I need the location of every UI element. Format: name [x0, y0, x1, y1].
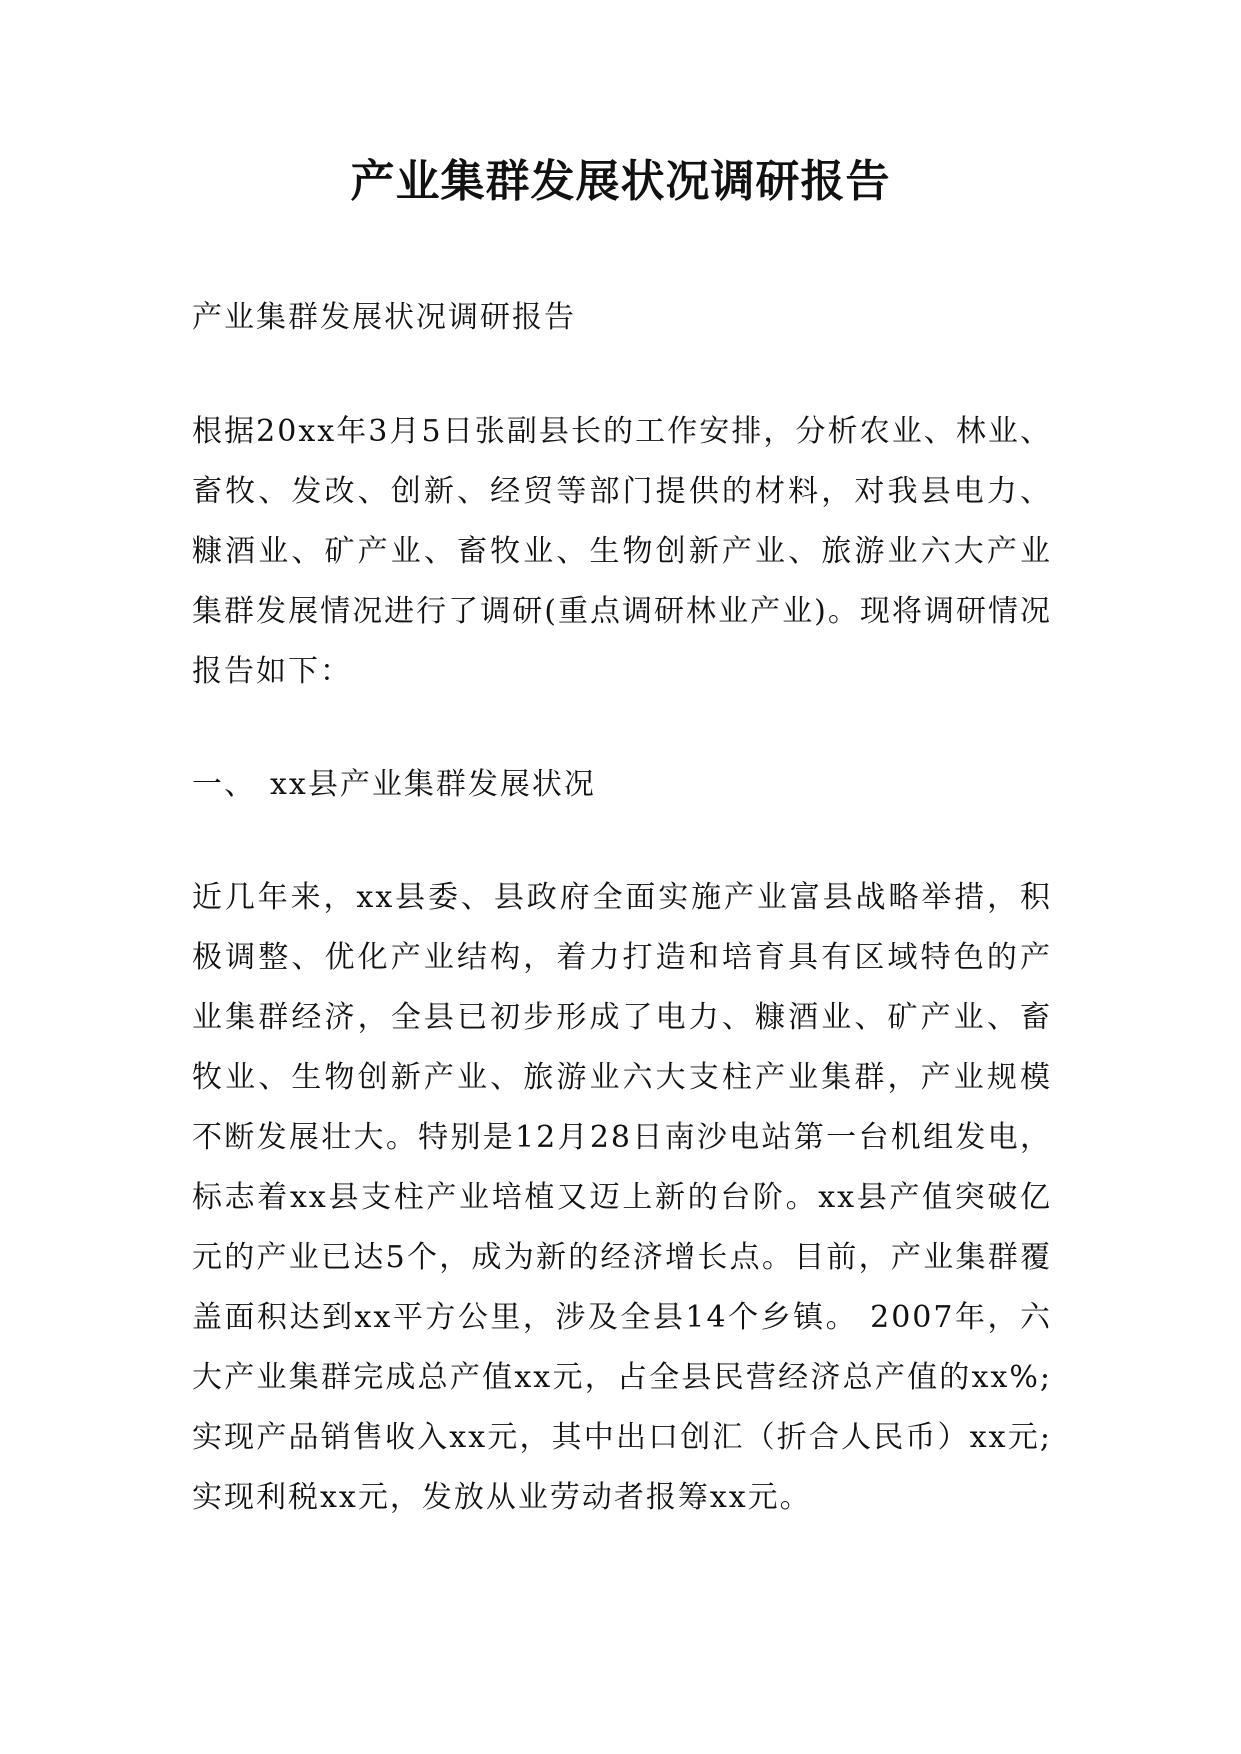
- section-number: 一、: [192, 767, 256, 802]
- section-heading-text: xx县产业集群发展状况: [270, 767, 596, 802]
- document-subtitle: 产业集群发展状况调研报告: [192, 300, 576, 335]
- document-title: 产业集群发展状况调研报告: [350, 156, 891, 207]
- section-body-paragraph: 近几年来，xx县委、县政府全面实施产业富县战略举措，积极调整、优化产业结构，着力打造和培育具有区域特色的产业集群经济，全县已初步形成了电力、糠酒业、矿产业、畜牧业、生物创新产业、旅游业六大支柱产业集群，产业规模不断发展壮大。特别是12月28日南沙电站第一台机组发电，标志着xx县支柱产业培植又迈上新的台阶。xx县产值突破亿元的产业已达5个，成为新的经济增长点。目前，产业集群覆盖面积达到xx平方公里，涉及全县14个乡镇。 2007年，六大产业集群完成总产值xx元，占全县民营经济总产值的xx%;实现产品销售收入xx元，其中出口创汇（折合人民币）xx元;实现利税xx元，发放从业劳动者报筹xx元。: [192, 880, 1052, 1515]
- section-heading: [192, 755, 1052, 815]
- intro-paragraph: 根据20xx年3月5日张副县长的工作安排，分析农业、林业、畜牧、发改、创新、经贸等部门提供的材料，对我县电力、糠酒业、矿产业、畜牧业、生物创新产业、旅游业六大产业集群发展情况进行了调研(重点调研林业产业)。现将调研情况报告如下：: [192, 414, 1052, 689]
